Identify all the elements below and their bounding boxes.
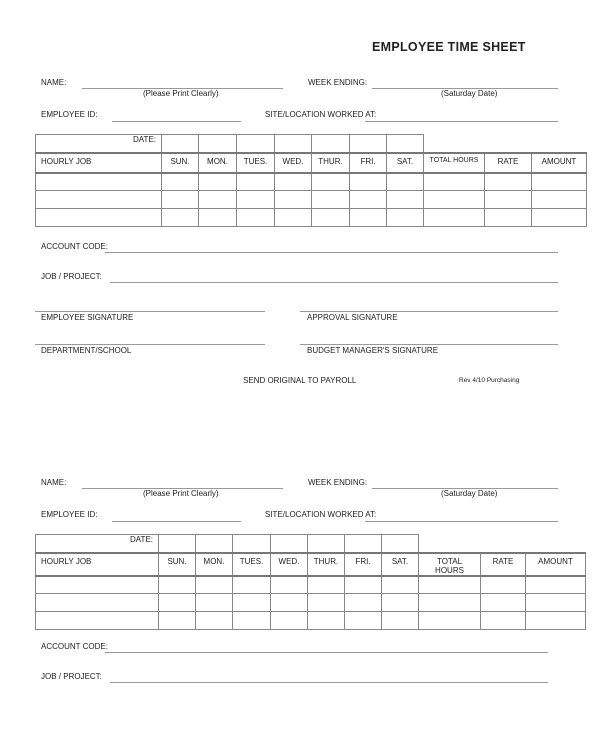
table-cell[interactable] [532,209,587,227]
table-cell[interactable] [424,191,485,209]
date-row-spacer [419,535,586,553]
table-cell[interactable] [387,173,424,191]
employee-id-label: EMPLOYEE ID: [41,110,98,119]
print-hint: (Please Print Clearly) [143,489,219,498]
table-cell[interactable] [485,191,532,209]
table-cell[interactable] [350,191,387,209]
table-cell[interactable] [36,612,159,630]
department-label: DEPARTMENT/SCHOOL [41,346,132,355]
employee-signature-line[interactable] [35,311,265,312]
table-cell[interactable] [36,173,162,191]
table-cell[interactable] [275,191,312,209]
header-row [36,153,587,173]
table-cell[interactable] [271,612,308,630]
table-row [36,209,587,227]
date-cell[interactable] [271,535,308,553]
column-header: RATE [485,153,532,173]
table-cell[interactable] [36,594,159,612]
table-cell[interactable] [350,209,387,227]
column-header: TUES. [237,153,275,173]
site-field[interactable] [365,121,558,122]
table-cell[interactable] [312,173,350,191]
job-project-label: JOB / PROJECT: [41,672,102,681]
table-cell[interactable] [526,594,586,612]
print-hint: (Please Print Clearly) [143,89,219,98]
table-cell[interactable] [424,209,485,227]
column-header: THUR. [312,153,350,173]
table-cell[interactable] [196,576,233,594]
employee-id-field[interactable] [112,121,241,122]
table-cell[interactable] [36,576,159,594]
date-row [36,535,586,553]
table-cell[interactable] [419,594,481,612]
column-header: WED. [275,153,312,173]
table-cell[interactable] [308,612,345,630]
hours-table [35,134,587,227]
table-cell[interactable] [532,173,587,191]
job-project-field[interactable] [110,282,558,283]
name-label: NAME: [41,78,67,87]
table-cell[interactable] [485,209,532,227]
column-header: WED. [271,553,308,576]
account-code-field[interactable] [105,252,558,253]
date-cell[interactable] [312,135,350,153]
table-cell[interactable] [159,594,196,612]
table-cell[interactable] [387,209,424,227]
total-hours-part: HOURS [435,565,464,575]
table-cell[interactable] [345,576,382,594]
table-cell[interactable] [382,612,419,630]
column-header: FRI. [350,153,387,173]
table-row [36,612,586,630]
table-cell[interactable] [159,576,196,594]
week-ending-label: WEEK ENDING: [308,478,368,487]
table-cell[interactable] [485,173,532,191]
date-cell[interactable] [162,135,199,153]
table-cell[interactable] [237,173,275,191]
date-cell[interactable] [275,135,312,153]
hours-table [35,534,586,630]
table-cell[interactable] [387,191,424,209]
table-cell[interactable] [308,576,345,594]
date-cell[interactable] [387,135,424,153]
table-cell[interactable] [275,173,312,191]
week-ending-label: WEEK ENDING: [308,78,368,87]
column-header: AMOUNT [532,153,587,173]
column-header: SUN. [159,553,196,576]
table-cell[interactable] [162,173,199,191]
table-cell[interactable] [233,612,271,630]
table-cell[interactable] [350,173,387,191]
table-cell[interactable] [312,209,350,227]
budget-manager-label: BUDGET MANAGER'S SIGNATURE [307,346,439,355]
column-header-total-hours [419,553,481,576]
date-label: DATE: [36,535,159,553]
column-header: RATE [481,553,526,576]
date-cell[interactable] [199,135,237,153]
table-cell[interactable] [162,209,199,227]
table-cell[interactable] [233,576,271,594]
column-header: HOURLY JOB [36,153,162,173]
send-original-note: SEND ORIGINAL TO PAYROLL [243,376,357,385]
table-cell[interactable] [481,594,526,612]
table-cell[interactable] [199,209,237,227]
table-cell[interactable] [196,612,233,630]
column-header: TOTAL HOURS [424,153,485,173]
table-cell[interactable] [36,191,162,209]
date-cell[interactable] [382,535,419,553]
table-cell[interactable] [237,191,275,209]
account-code-field[interactable] [105,652,548,653]
site-label: SITE/LOCATION WORKED AT: [265,110,377,119]
date-cell[interactable] [159,535,196,553]
table-cell[interactable] [382,594,419,612]
table-cell[interactable] [233,594,271,612]
table-cell[interactable] [312,191,350,209]
column-header: SAT. [382,553,419,576]
column-header: AMOUNT [526,553,586,576]
table-cell[interactable] [199,191,237,209]
table-cell[interactable] [481,612,526,630]
column-header: SUN. [162,153,199,173]
table-row [36,594,586,612]
table-cell[interactable] [271,594,308,612]
column-header: THUR. [308,553,345,576]
employee-signature-label: EMPLOYEE SIGNATURE [41,313,134,322]
date-row [36,135,587,153]
job-project-field[interactable] [110,682,548,683]
table-cell[interactable] [345,594,382,612]
table-cell[interactable] [308,594,345,612]
table-cell[interactable] [345,612,382,630]
department-line[interactable] [35,344,265,345]
table-cell[interactable] [424,173,485,191]
table-cell[interactable] [199,173,237,191]
date-cell[interactable] [350,135,387,153]
saturday-hint: (Saturday Date) [441,489,498,498]
account-code-label: ACCOUNT CODE: [41,242,108,251]
account-code-label: ACCOUNT CODE: [41,642,108,651]
total-hours-part: TOTAL [436,556,463,566]
column-header: FRI. [345,553,382,576]
table-cell[interactable] [159,612,196,630]
date-cell[interactable] [233,535,271,553]
budget-manager-line[interactable] [300,344,558,345]
table-cell[interactable] [532,191,587,209]
table-cell[interactable] [419,576,481,594]
job-project-label: JOB / PROJECT: [41,272,102,281]
employee-id-label: EMPLOYEE ID: [41,510,98,519]
column-header: MON. [196,553,233,576]
table-cell[interactable] [196,594,233,612]
date-label: DATE: [36,135,162,153]
table-cell[interactable] [419,612,481,630]
column-header: TUES. [233,553,271,576]
page-title: EMPLOYEE TIME SHEET [372,40,526,54]
date-cell[interactable] [308,535,345,553]
table-cell[interactable] [275,209,312,227]
table-row [36,173,587,191]
revision-note: Rev 4/10 Purchasing [459,377,520,384]
column-header: MON. [199,153,237,173]
date-row-spacer [424,135,587,153]
date-cell[interactable] [196,535,233,553]
site-label: SITE/LOCATION WORKED AT: [265,510,377,519]
column-header: SAT. [387,153,424,173]
table-cell[interactable] [481,576,526,594]
name-label: NAME: [41,478,67,487]
table-cell[interactable] [382,576,419,594]
table-cell[interactable] [162,191,199,209]
approval-signature-line[interactable] [300,311,558,312]
table-cell[interactable] [237,209,275,227]
saturday-hint: (Saturday Date) [441,89,498,98]
table-cell[interactable] [526,612,586,630]
approval-signature-label: APPROVAL SIGNATURE [307,313,398,322]
table-cell[interactable] [526,576,586,594]
date-cell[interactable] [237,135,275,153]
column-header: HOURLY JOB [36,553,159,576]
site-field[interactable] [365,521,558,522]
table-cell[interactable] [36,209,162,227]
table-cell[interactable] [271,576,308,594]
date-cell[interactable] [345,535,382,553]
table-row [36,191,587,209]
employee-id-field[interactable] [112,521,241,522]
table-row [36,576,586,594]
header-row [36,553,586,576]
